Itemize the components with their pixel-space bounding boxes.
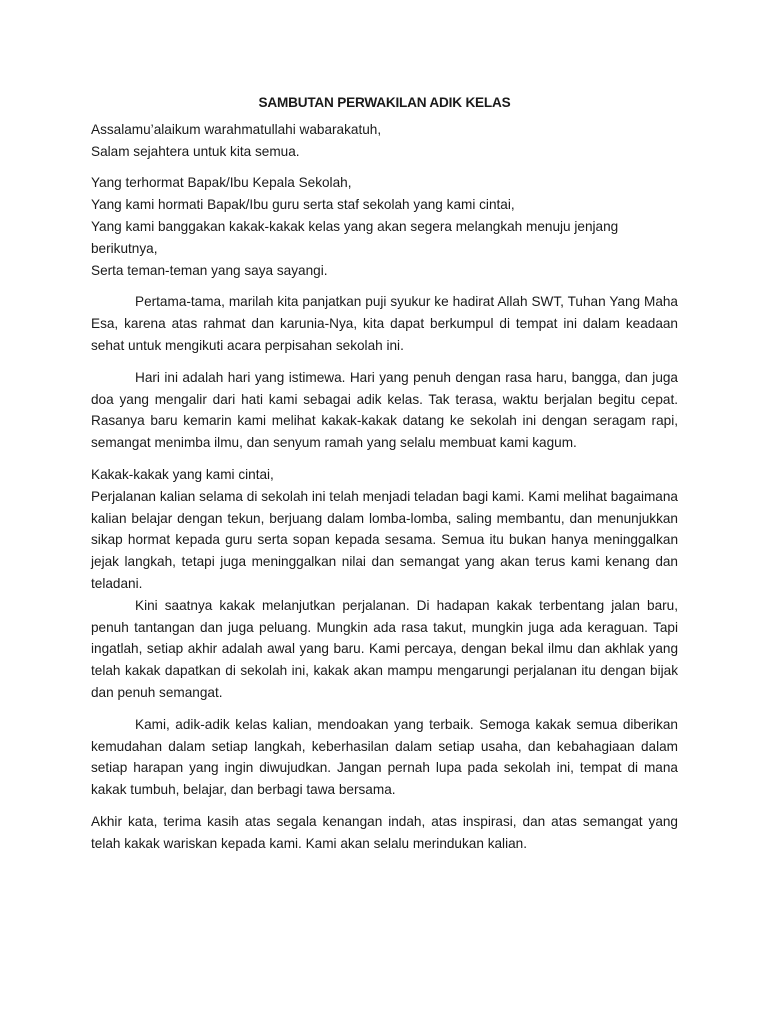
paragraph-closing: Akhir kata, terima kasih atas segala kenangan indah, atas inspirasi, dan atas semangat yang telah kakak wariskan kepada kami. Kami akan selalu merindukan kalian. xyxy=(91,813,678,851)
greeting-line: Assalamu’alaikum warahmatullahi wabarakatuh, xyxy=(91,121,382,137)
salutation-line: Serta teman-teman yang saya sayangi. xyxy=(91,262,328,278)
salutation-line: berikutnya, xyxy=(91,240,158,256)
paragraph-special-day: Hari ini adalah hari yang istimewa. Hari yang penuh dengan rasa haru, bangga, dan juga doa yang mengalir dari hati kami sebagai adik kelas. Tak terasa, waktu berjalan begitu cepat. Rasanya baru kemarin kami melihat kakak-kakak datang ke sekolah ini dengan seragam rapi, semangat menimba ilmu, dan senyum ramah yang selalu membuat kami kagum. xyxy=(91,369,678,451)
greeting-line: Salam sejahtera untuk kita semua. xyxy=(91,143,300,159)
paragraph-journey: Kini saatnya kakak melanjutkan perjalanan. Di hadapan kakak terbentang jalan baru, penuh tantangan dan juga peluang. Mungkin ada rasa takut, mungkin juga ada keraguan. Tapi ingatlah, setiap akhir adalah awal yang baru. Kami percaya, dengan bekal ilmu dan akhlak yang telah kakak dapatkan di sekolah ini, kakak akan mampu mengarungi perjalanan itu dengan bijak dan penuh semangat. xyxy=(91,597,678,700)
paragraph-example: Perjalanan kalian selama di sekolah ini telah menjadi teladan bagi kami. Kami melihat bagaimana kalian belajar dengan tekun, berjuang dalam lomba-lomba, saling membantu, dan menunjukkan sikap hormat kepada guru serta sopan kepada sesama. Semua itu bukan hanya meninggalkan jejak langkah, tetapi juga meninggalkan nilai dan semangat yang akan terus kami kenang dan teladani. xyxy=(91,488,678,591)
salutation-line: Yang terhormat Bapak/Ibu Kepala Sekolah, xyxy=(91,175,352,191)
paragraph-prayer: Kami, adik-adik kelas kalian, mendoakan yang terbaik. Semoga kakak semua diberikan kemudahan dalam setiap langkah, keberhasilan dalam setiap usaha, dan kebahagiaan dalam setiap harapan yang ingin diwujudkan. Jangan pernah lupa pada sekolah ini, tempat di mana kakak tumbuh, belajar, dan berbagi tawa bersama. xyxy=(91,716,678,798)
salutations-block xyxy=(91,172,678,281)
paragraph-opening: Pertama-tama, marilah kita panjatkan puji syukur ke hadirat Allah SWT, Tuhan Yang Maha Esa, karena atas rahmat dan karunia-Nya, kita dapat berkumpul di tempat ini dalam keadaan sehat untuk mengikuti acara perpisahan sekolah ini. xyxy=(91,294,678,353)
salutation-line: Yang kami hormati Bapak/Ibu guru serta staf sekolah yang kami cintai, xyxy=(91,197,515,213)
paragraph-heading: Kakak-kakak yang kami cintai, xyxy=(91,466,274,482)
salutation-line: Yang kami banggakan kakak-kakak kelas yang akan segera melangkah menuju jenjang xyxy=(91,218,619,234)
document-title: SAMBUTAN PERWAKILAN ADIK KELAS xyxy=(258,95,511,110)
greeting-block xyxy=(91,119,678,163)
paragraph-seniors-block xyxy=(91,464,678,595)
